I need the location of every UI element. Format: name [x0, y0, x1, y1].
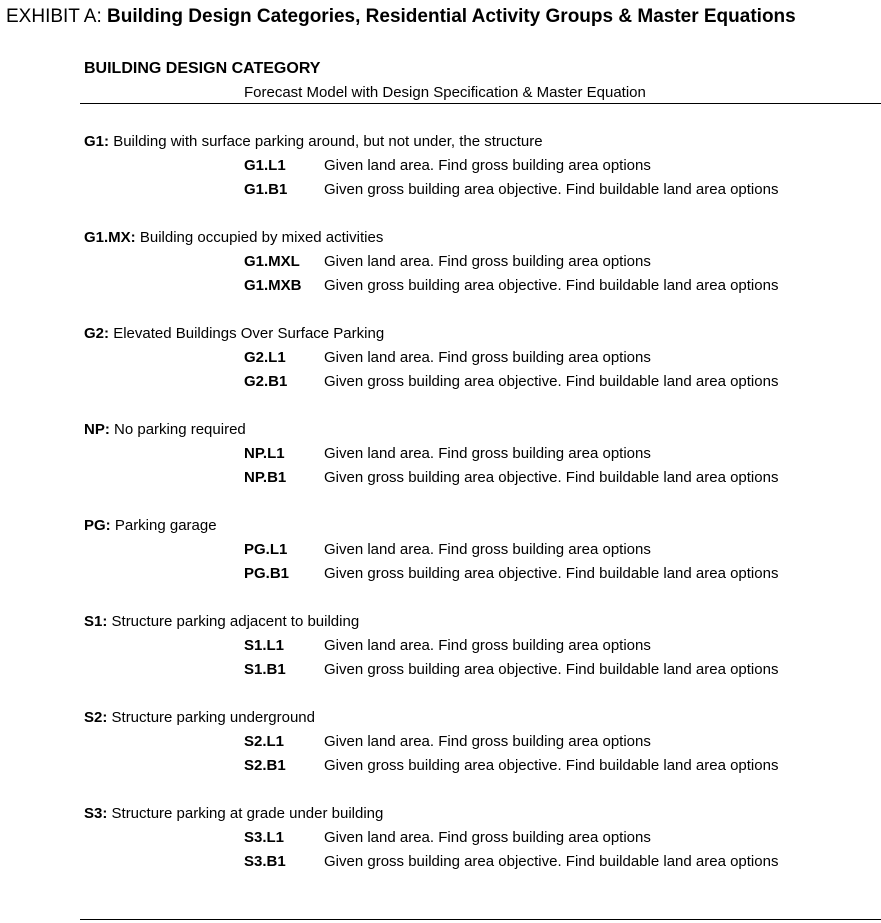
option-code: G1.L1	[244, 157, 286, 174]
option-code: NP.B1	[244, 469, 287, 486]
category-code: S3:	[84, 805, 108, 822]
option-description: Given land area. Find gross building area options	[324, 637, 651, 654]
category-description: Parking garage	[114, 517, 217, 534]
category-code: PG:	[84, 517, 111, 534]
category-heading	[84, 130, 543, 154]
exhibit-prefix: EXHIBIT A:	[6, 6, 102, 27]
category-code: G1.MX:	[84, 229, 136, 246]
option-description: Given gross building area objective. Find buildable land area options	[324, 565, 779, 582]
category-description: Structure parking at grade under building	[111, 805, 384, 822]
category-heading	[84, 610, 359, 634]
footer-divider	[80, 919, 881, 920]
option-description: Given land area. Find gross building area options	[324, 349, 651, 366]
option-description: Given land area. Find gross building area options	[324, 541, 651, 558]
option-code: PG.B1	[244, 565, 290, 582]
section-subtitle: Forecast Model with Design Specification & Master Equation	[244, 84, 646, 101]
option-description: Given gross building area objective. Find buildable land area options	[324, 853, 779, 870]
option-code: NP.L1	[244, 445, 285, 462]
category-np	[0, 418, 881, 514]
category-s2	[0, 706, 881, 802]
option-code: S2.B1	[244, 757, 286, 774]
category-g1	[0, 130, 881, 226]
exhibit-heading: Building Design Categories, Residential Activity Groups & Master Equations	[107, 6, 796, 27]
option-code: S1.L1	[244, 637, 285, 654]
category-heading	[84, 226, 383, 250]
option-code: G1.MXL	[244, 253, 300, 270]
category-heading	[84, 706, 315, 730]
category-description: Building with surface parking around, but not under, the structure	[113, 133, 543, 150]
category-code: G1:	[84, 133, 110, 150]
category-description: Structure parking adjacent to building	[111, 613, 360, 630]
option-code: S1.B1	[244, 661, 286, 678]
option-code: G2.B1	[244, 373, 288, 390]
category-code: NP:	[84, 421, 110, 438]
option-code: G1.B1	[244, 181, 288, 198]
category-heading	[84, 514, 217, 538]
category-code: S1:	[84, 613, 108, 630]
option-description: Given gross building area objective. Find buildable land area options	[324, 469, 779, 486]
option-description: Given land area. Find gross building area options	[324, 733, 651, 750]
category-g2	[0, 322, 881, 418]
option-code: G2.L1	[244, 349, 286, 366]
option-code: S2.L1	[244, 733, 285, 750]
category-pg	[0, 514, 881, 610]
option-code: PG.L1	[244, 541, 288, 558]
category-heading	[84, 322, 384, 346]
option-description: Given gross building area objective. Find buildable land area options	[324, 277, 779, 294]
category-s1	[0, 610, 881, 706]
option-description: Given gross building area objective. Find buildable land area options	[324, 757, 779, 774]
category-s3	[0, 802, 881, 898]
option-description: Given gross building area objective. Find buildable land area options	[324, 181, 779, 198]
category-description: Structure parking underground	[111, 709, 315, 726]
option-description: Given gross building area objective. Find buildable land area options	[324, 373, 779, 390]
category-description: Elevated Buildings Over Surface Parking	[113, 325, 385, 342]
exhibit-title	[6, 4, 796, 30]
option-code: G1.MXB	[244, 277, 302, 294]
section-title: BUILDING DESIGN CATEGORY	[84, 60, 321, 77]
header-divider	[80, 103, 881, 104]
category-g1-mx	[0, 226, 881, 322]
option-description: Given land area. Find gross building area options	[324, 253, 651, 270]
category-heading	[84, 802, 383, 826]
option-description: Given gross building area objective. Find buildable land area options	[324, 661, 779, 678]
category-code: G2:	[84, 325, 110, 342]
category-code: S2:	[84, 709, 108, 726]
option-code: S3.L1	[244, 829, 285, 846]
option-description: Given land area. Find gross building area options	[324, 445, 651, 462]
category-description: No parking required	[114, 421, 246, 438]
category-heading	[84, 418, 246, 442]
category-description: Building occupied by mixed activities	[139, 229, 384, 246]
option-description: Given land area. Find gross building area options	[324, 829, 651, 846]
option-code: S3.B1	[244, 853, 286, 870]
category-list	[0, 130, 881, 898]
option-description: Given land area. Find gross building area options	[324, 157, 651, 174]
